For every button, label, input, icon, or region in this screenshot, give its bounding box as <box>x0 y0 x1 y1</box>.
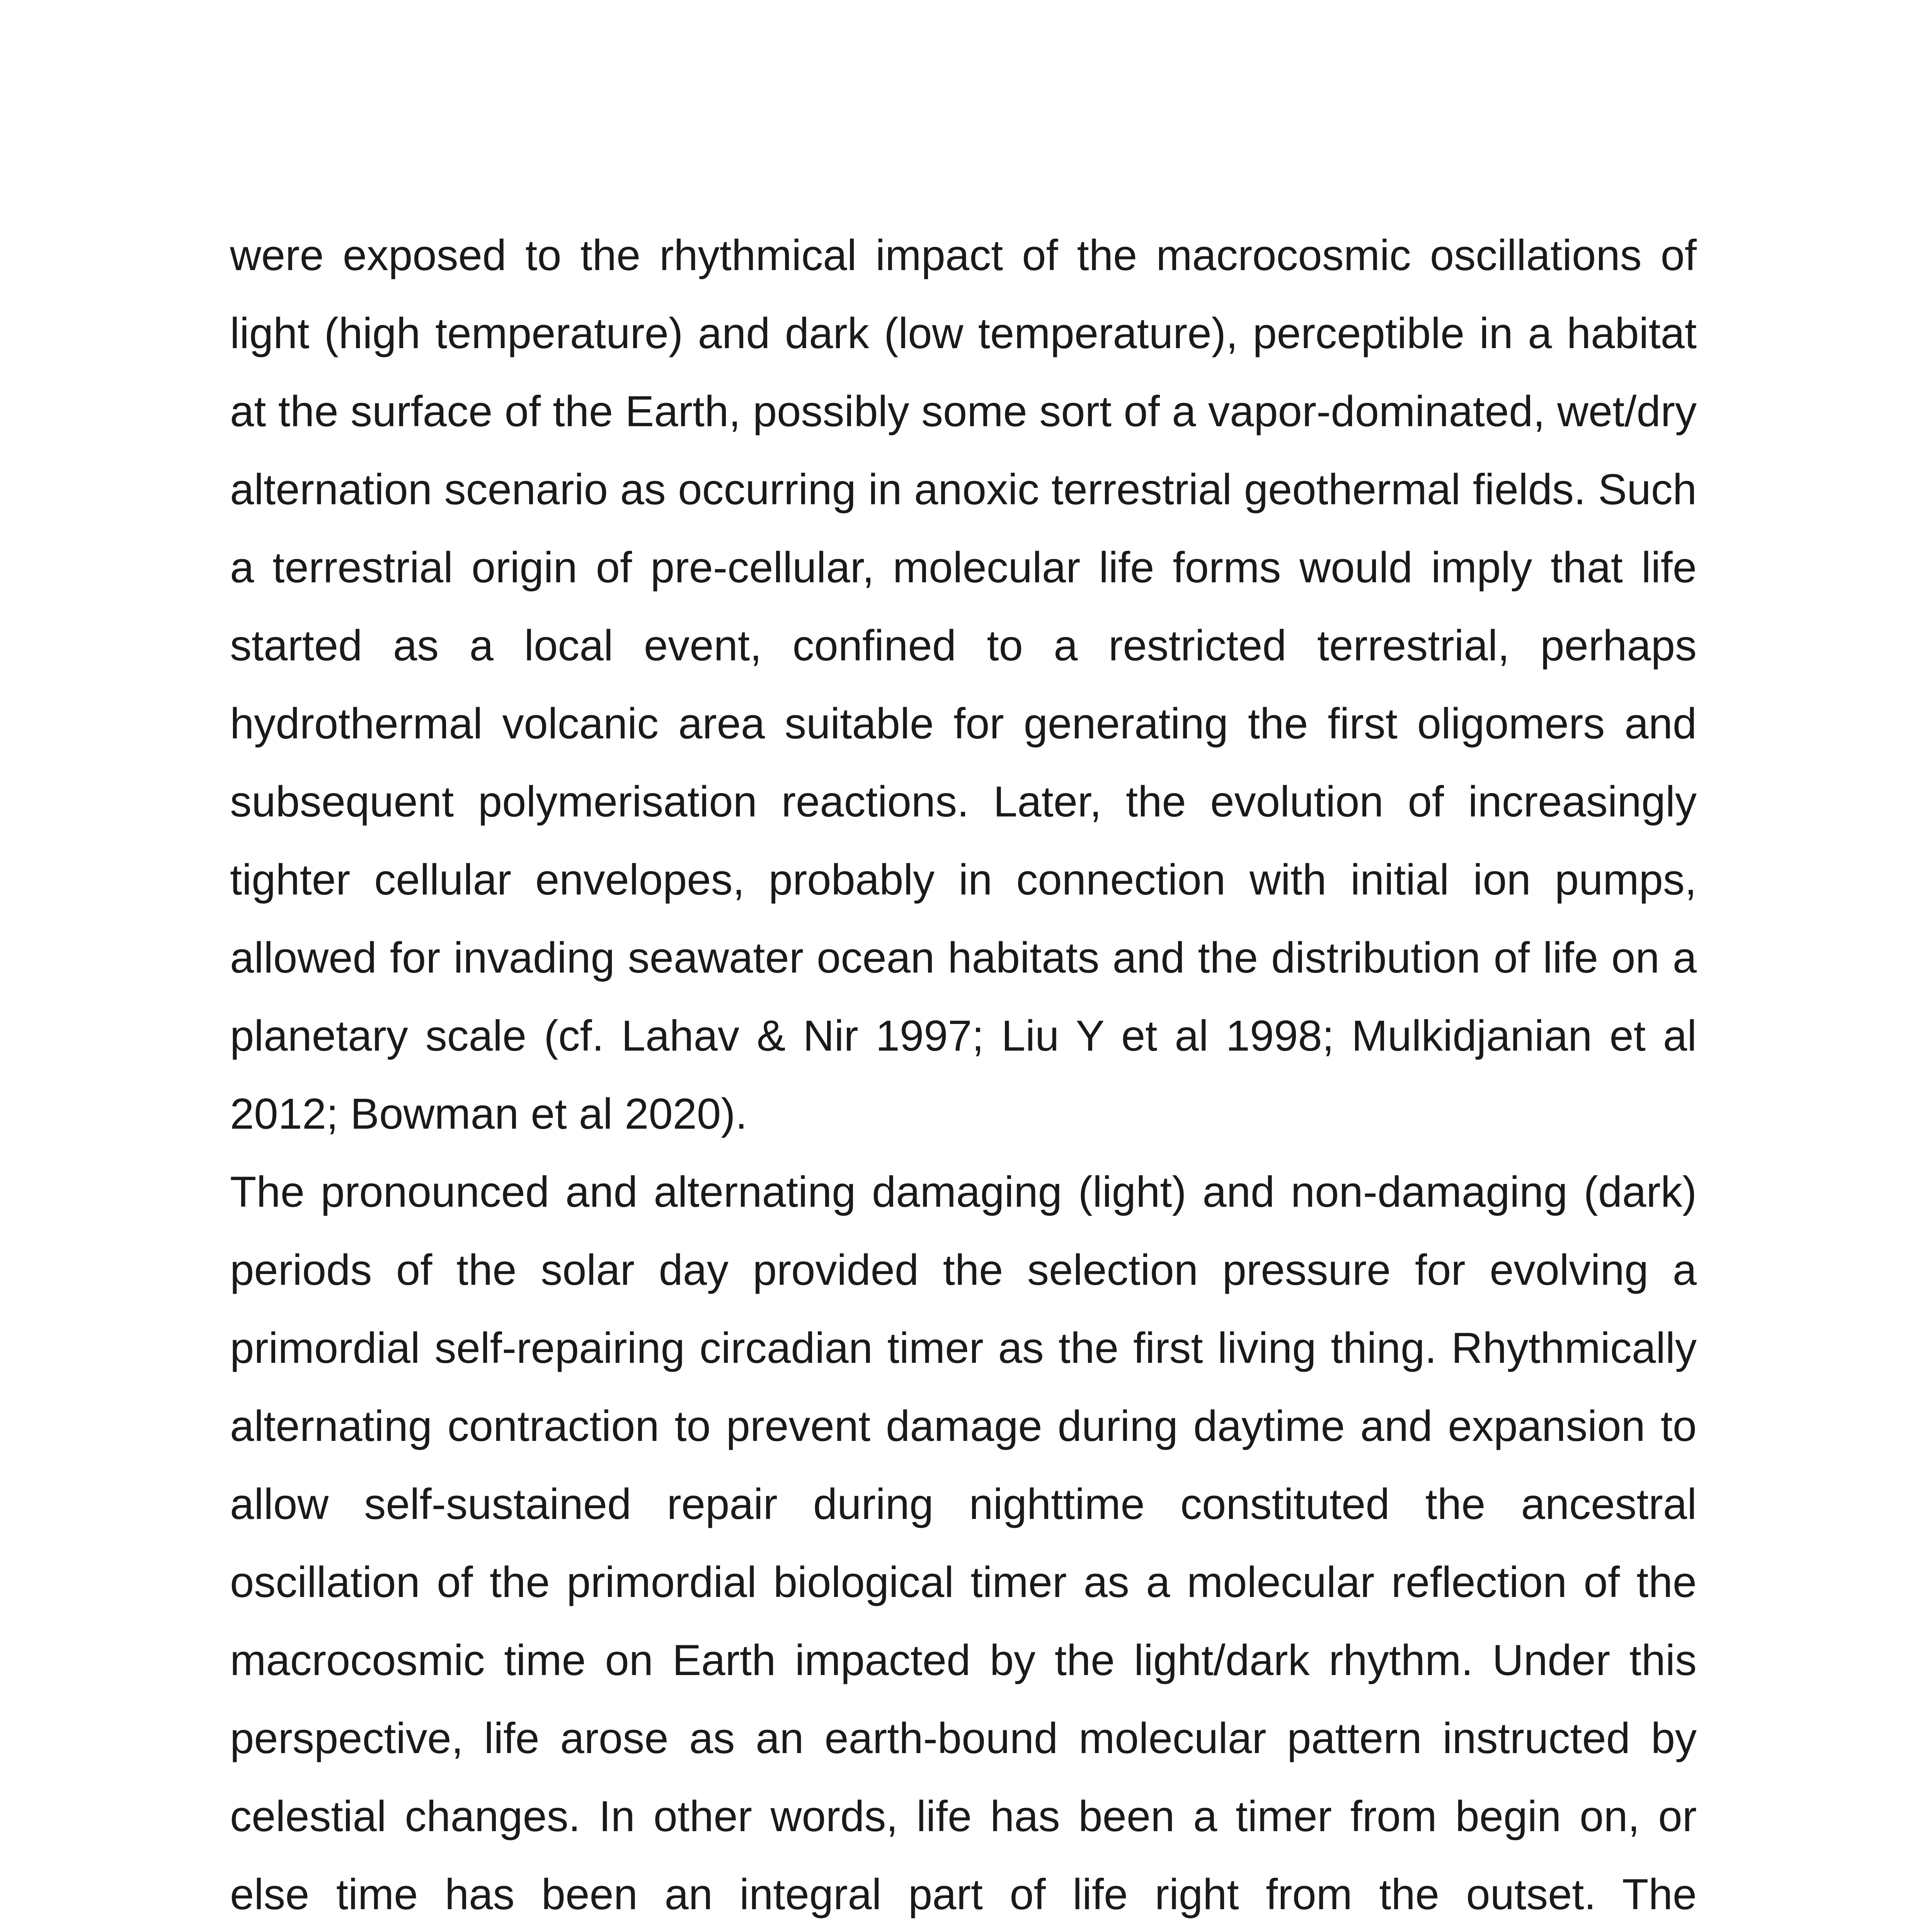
paragraph-1: were exposed to the rhythmical impact of the macrocosmic oscillations of light (high temperature) and dark (low temperature), perceptible in a habitat at the surface of the Earth, possibly some sort of a vapor-dominated, wet/dry alternation scenario as occurring in anoxic terrestrial geothermal fields. Such a terrestrial origin of pre-cellular, molecular life forms would imply that life started as a local event, confined to a restricted terrestrial, perhaps hydrothermal volcanic area suitable for generating the first oligomers and subsequent polymerisation reactions. Later, the evolution of increasingly tighter cellular envelopes, probably in connection with initial ion pumps, allowed for invading seawater ocean habitats and the distribution of life on a planetary scale (cf. Lahav & Nir 1997; Liu Y et al 1998; Mulkidjanian et al 2012; Bowman et al 2020). <box>230 231 1697 1138</box>
body-text <box>230 216 1697 1932</box>
paragraph-2: The pronounced and alternating damaging (light) and non-damaging (dark) periods of the solar day provided the selection pressure for evolving a primordial self-repairing circadian timer as the first living thing. Rhythmically alternating contraction to prevent damage during daytime and expansion to allow self-sustained repair during nighttime constituted the ancestral oscillation of the primordial biological timer as a molecular reflection of the macrocosmic time on Earth impacted by the light/dark rhythm. Under this perspective, life arose as an earth-bound molecular pattern instructed by celestial changes. In other words, life has been a timer from begin on, or else time has been an integral part of life right from the outset. The <box>230 1168 1697 1918</box>
